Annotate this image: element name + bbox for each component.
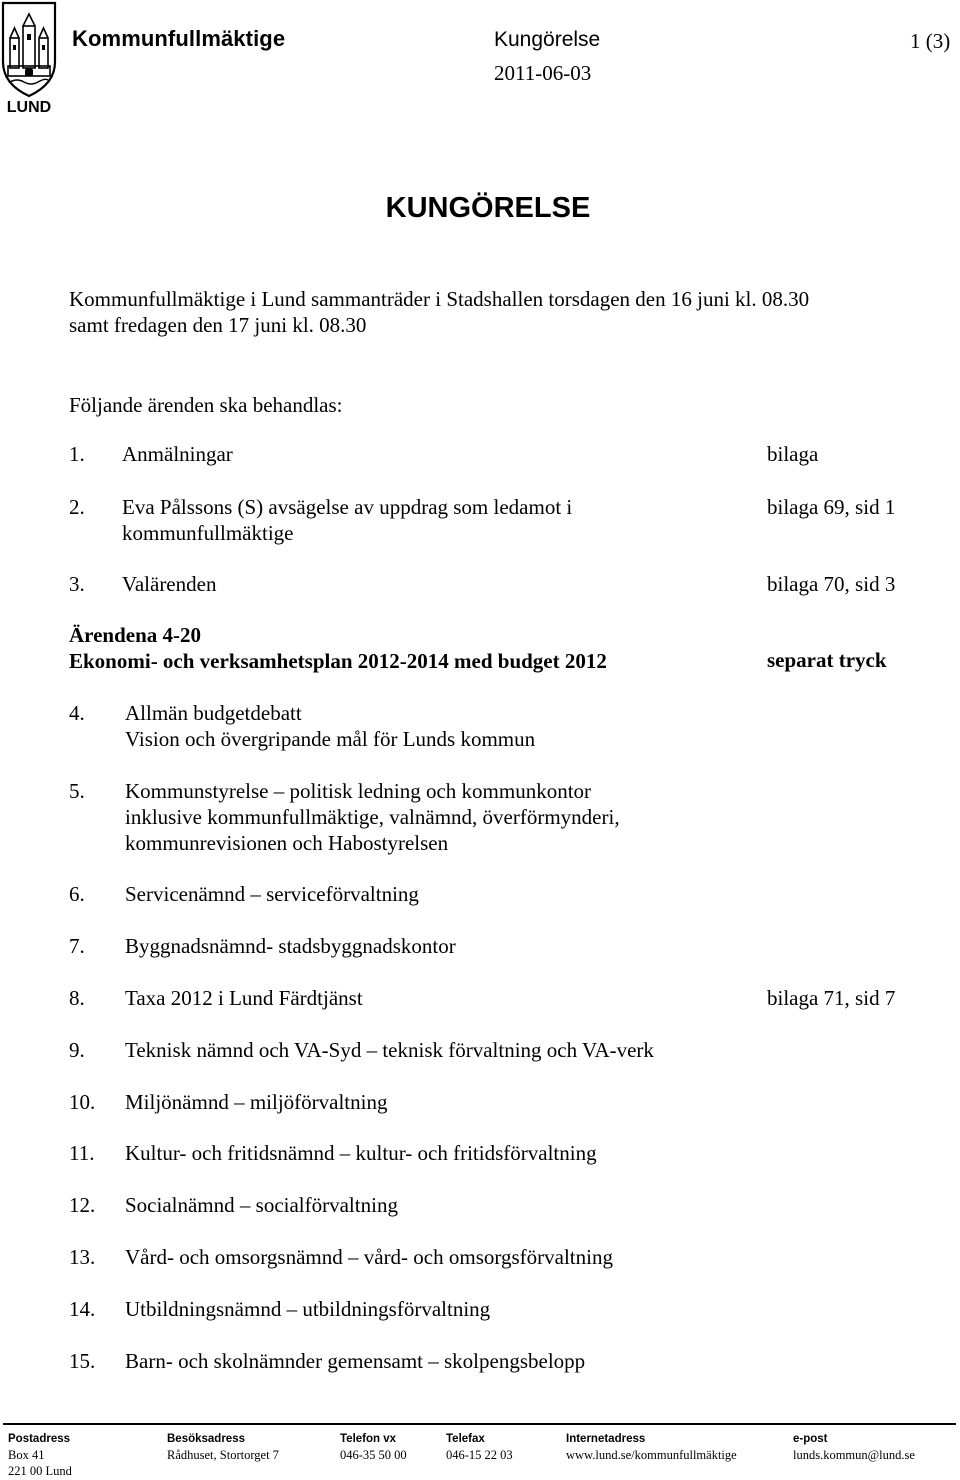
meeting-announcement xyxy=(69,286,929,338)
agenda-item-text xyxy=(125,985,363,1011)
agenda-item-text xyxy=(125,933,456,959)
section-attachment-note: separat tryck xyxy=(767,648,887,672)
footer-column xyxy=(566,1431,737,1463)
agenda-item-line: Taxa 2012 i Lund Färdtjänst xyxy=(125,986,363,1010)
agenda-item-line: Eva Pålssons (S) avsägelse av uppdrag som ledamot i xyxy=(122,495,573,519)
page-title: KUNGÖRELSE xyxy=(385,192,591,224)
announcement-line-2: samt fredagen den 17 juni kl. 08.30 xyxy=(69,313,367,337)
agenda-item-attachment: bilaga 71, sid 7 xyxy=(767,986,896,1010)
agenda-item-line: Vision och övergripande mål för Lunds kommun xyxy=(125,727,536,751)
agenda-item-number: 2. xyxy=(69,495,85,519)
footer-column-value: lunds.kommun@lund.se xyxy=(793,1448,915,1462)
footer-column-value: 046-15 22 03 xyxy=(446,1448,513,1462)
agenda-item-text xyxy=(125,778,620,856)
footer-column-heading: Internetadress xyxy=(566,1433,646,1445)
agenda-item-text xyxy=(125,1089,387,1115)
agenda-item-number: 7. xyxy=(69,934,85,958)
agenda-item-number: 1. xyxy=(69,442,85,466)
agenda-item-line: kommunfullmäktige xyxy=(122,521,294,545)
agenda-item-number: 5. xyxy=(69,779,85,803)
agenda-item-line: Teknisk nämnd och VA-Syd – teknisk förvaltning och VA-verk xyxy=(125,1038,654,1062)
section-heading-line-2: Ekonomi- och verksamhetsplan 2012-2014 med budget 2012 xyxy=(69,649,607,673)
agenda-item-line: Utbildningsnämnd – utbildningsförvaltning xyxy=(125,1297,491,1321)
agenda-item-text xyxy=(125,881,419,907)
lund-coat-of-arms-icon xyxy=(0,0,58,118)
agenda-item-number: 4. xyxy=(69,701,85,725)
agenda-item-text xyxy=(122,571,216,597)
agenda-item-text xyxy=(125,1192,398,1218)
agenda-item-number: 6. xyxy=(69,882,85,906)
agenda-item-number: 12. xyxy=(69,1193,96,1217)
section-heading xyxy=(69,622,607,674)
footer-column-value: Rådhuset, Stortorget 7 xyxy=(167,1448,279,1462)
document-type: Kungörelse xyxy=(494,28,601,51)
agenda-item-line: Miljönämnd – miljöförvaltning xyxy=(125,1090,388,1114)
agenda-item-text xyxy=(125,1140,597,1166)
footer-column-heading: Besöksadress xyxy=(167,1433,245,1445)
footer-column-heading: Telefax xyxy=(446,1433,485,1445)
agenda-item-number: 14. xyxy=(69,1297,96,1321)
agenda-item-number: 13. xyxy=(69,1245,96,1269)
agenda-item-text xyxy=(125,1296,490,1322)
agenda-item-line: inklusive kommunfullmäktige, valnämnd, överförmynderi, xyxy=(125,805,620,829)
footer-divider xyxy=(3,1423,956,1425)
page-number: 1 (3) xyxy=(910,29,951,53)
agenda-item-text xyxy=(125,1037,654,1063)
agenda-item-line: Allmän budgetdebatt xyxy=(125,701,302,725)
footer-column-heading: Telefon vx xyxy=(340,1433,397,1445)
agenda-item-line: Kultur- och fritidsnämnd – kultur- och fritidsförvaltning xyxy=(125,1141,597,1165)
agenda-item-line: Vård- och omsorgsnämnd – vård- och omsorgsförvaltning xyxy=(125,1245,613,1269)
document-date: 2011-06-03 xyxy=(494,61,592,85)
svg-text:LUND: LUND xyxy=(6,99,52,116)
footer-column-value: 046-35 50 00 xyxy=(340,1448,407,1462)
agenda-item-line: Anmälningar xyxy=(122,442,233,466)
agenda-intro: Följande ärenden ska behandlas: xyxy=(69,393,343,417)
agenda-item-text xyxy=(125,1348,585,1374)
footer-column xyxy=(793,1431,915,1463)
footer-column xyxy=(340,1431,407,1463)
footer-column-heading: e-post xyxy=(793,1433,828,1445)
footer-column-heading: Postadress xyxy=(8,1433,71,1445)
footer-column-value: 221 00 Lund xyxy=(8,1464,72,1478)
agenda-item-line: Servicenämnd – serviceförvaltning xyxy=(125,882,419,906)
agenda-item-attachment: bilaga xyxy=(767,442,819,466)
footer-column-value: Box 41 xyxy=(8,1448,45,1462)
agenda-item-line: Barn- och skolnämnder gemensamt – skolpengsbelopp xyxy=(125,1349,586,1373)
agenda-item-number: 10. xyxy=(69,1090,96,1114)
section-heading-line-1: Ärendena 4-20 xyxy=(69,623,202,647)
agenda-item-line: kommunrevisionen och Habostyrelsen xyxy=(125,831,449,855)
agenda-item-number: 9. xyxy=(69,1038,85,1062)
lund-city-logo xyxy=(0,0,58,118)
agenda-item-attachment: bilaga 69, sid 1 xyxy=(767,495,896,519)
agenda-item-number: 15. xyxy=(69,1349,96,1373)
agenda-item-number: 8. xyxy=(69,986,85,1010)
footer-column xyxy=(167,1431,279,1463)
organization-name: Kommunfullmäktige xyxy=(72,26,286,51)
agenda-item-line: Byggnadsnämnd- stadsbyggnadskontor xyxy=(125,934,456,958)
agenda-item-line: Valärenden xyxy=(122,572,217,596)
footer-column xyxy=(446,1431,513,1463)
agenda-item-number: 11. xyxy=(69,1141,95,1165)
footer-column-value: www.lund.se/kommunfullmäktige xyxy=(566,1448,737,1462)
footer-column xyxy=(8,1431,72,1479)
agenda-item-line: Kommunstyrelse – politisk ledning och kommunkontor xyxy=(125,779,592,803)
agenda-item-line: Socialnämnd – socialförvaltning xyxy=(125,1193,398,1217)
agenda-item-text xyxy=(125,1244,613,1270)
agenda-item-attachment: bilaga 70, sid 3 xyxy=(767,572,896,596)
announcement-line-1: Kommunfullmäktige i Lund sammanträder i Stadshallen torsdagen den 16 juni kl. 08.30 xyxy=(69,287,810,311)
agenda-item-text xyxy=(122,494,572,546)
agenda-item-text xyxy=(125,700,535,752)
agenda-item-number: 3. xyxy=(69,572,85,596)
agenda-item-text xyxy=(122,441,233,467)
